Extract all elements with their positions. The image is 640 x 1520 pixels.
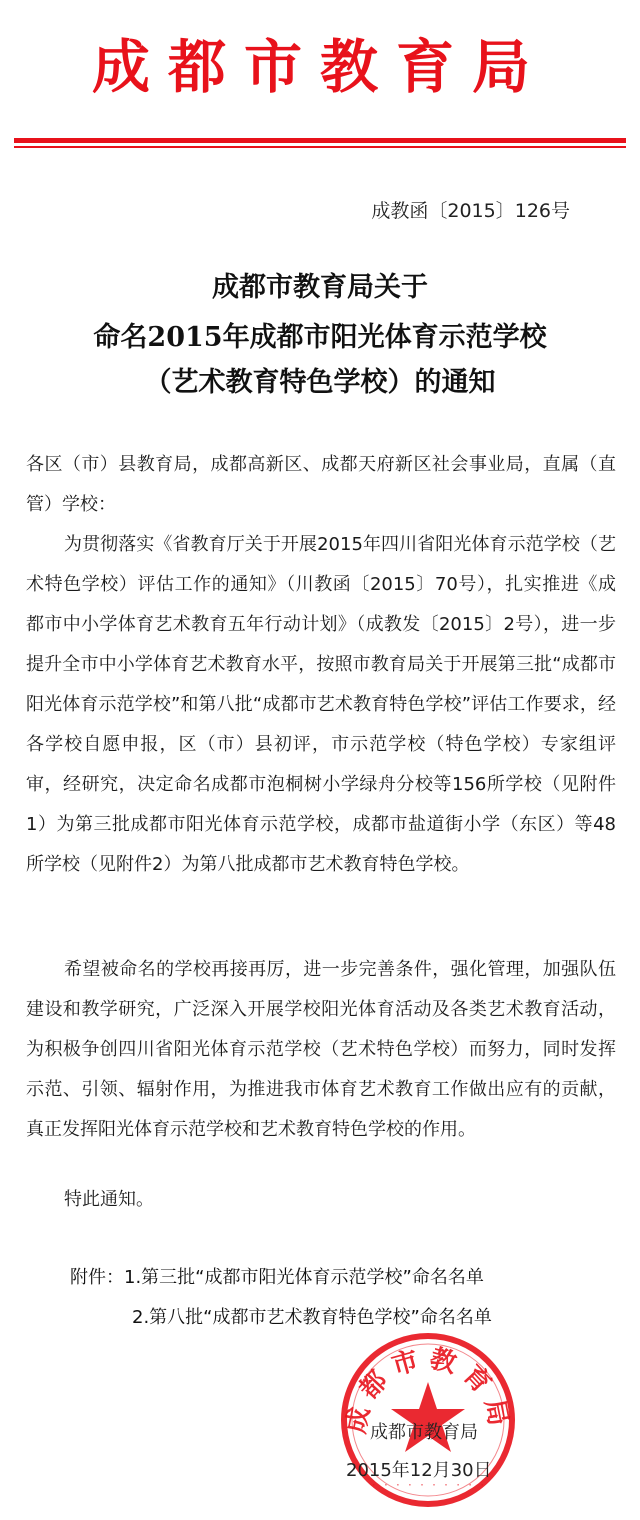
letterhead-rule-thin: [14, 146, 626, 148]
salutation: [26, 445, 616, 525]
attachment-item-2: 2.第八批“成都市艺术教育特色学校”命名名单: [132, 1307, 492, 1328]
signature-issuer: 成都市教育局: [370, 1422, 478, 1443]
paragraph-text: 希望被命名的学校再接再厉，进一步完善条件，强化管理，加强队伍建设和教学研究，广泛深入开展学校阳光体育活动及各类艺术教育活动，为积极争创四川省阳光体育示范学校（艺术特色学校）而努力，同时发挥示范、引领、辐射作用，为推进我市体育艺术教育工作做出应有的贡献，真正发挥阳光体育示范学校和艺术教育特色学校的作用。: [26, 959, 616, 1140]
closing-text: 特此通知。: [64, 1189, 154, 1210]
paragraph-text: 为贯彻落实《省教育厅关于开展2015年四川省阳光体育示范学校（艺术特色学校）评估工作的通知》（川教函〔2015〕70号），扎实推进《成都市中小学体育艺术教育五年行动计划》（成教发〔2015〕2号），进一步提升全市中小学体育艺术教育水平，按照市教育局关于开展第三批“成都市阳光体育示范学校”和第八批“成都市艺术教育特色学校”评估工作要求，经各学校自愿申报，区（市）县初评，市示范学校（特色学校）专家组评审，经研究，决定命名成都市泡桐树小学绿舟分校等156所学校（见附件1）为第三批成都市阳光体育示范学校，成都市盐道街小学（东区）等48所学校（见附件2）为第八批成都市艺术教育特色学校。: [26, 534, 616, 875]
salutation-text: 各区（市）县教育局，成都高新区、成都天府新区社会事业局，直属（直管）学校：: [26, 454, 616, 515]
svg-text:· · · · · · · · · ·: · · · · · · · · · ·: [370, 1480, 486, 1491]
body-paragraph-2: [26, 950, 616, 1150]
letterhead-title: 成都市教育局: [91, 33, 548, 101]
letterhead-rule-thick: [14, 138, 626, 143]
closing-line: [26, 1180, 616, 1220]
attachment-item-1: 1.第三批“成都市阳光体育示范学校”命名名单: [124, 1267, 484, 1288]
attachment-label: 附件：: [70, 1267, 124, 1288]
title-line-2: 命名2015年成都市阳光体育示范学校: [93, 322, 547, 353]
body-paragraph-1: [26, 525, 616, 885]
attachment-line-1: [70, 1260, 484, 1296]
document-number: 成教函〔2015〕126号: [371, 200, 570, 222]
title-line-1: 成都市教育局关于: [212, 272, 428, 303]
svg-text:成都市教育局: 成都市教育局: [341, 1343, 515, 1436]
signature-date: 2015年12月30日: [346, 1460, 492, 1481]
title-line-3: （艺术教育特色学校）的通知: [144, 367, 496, 398]
